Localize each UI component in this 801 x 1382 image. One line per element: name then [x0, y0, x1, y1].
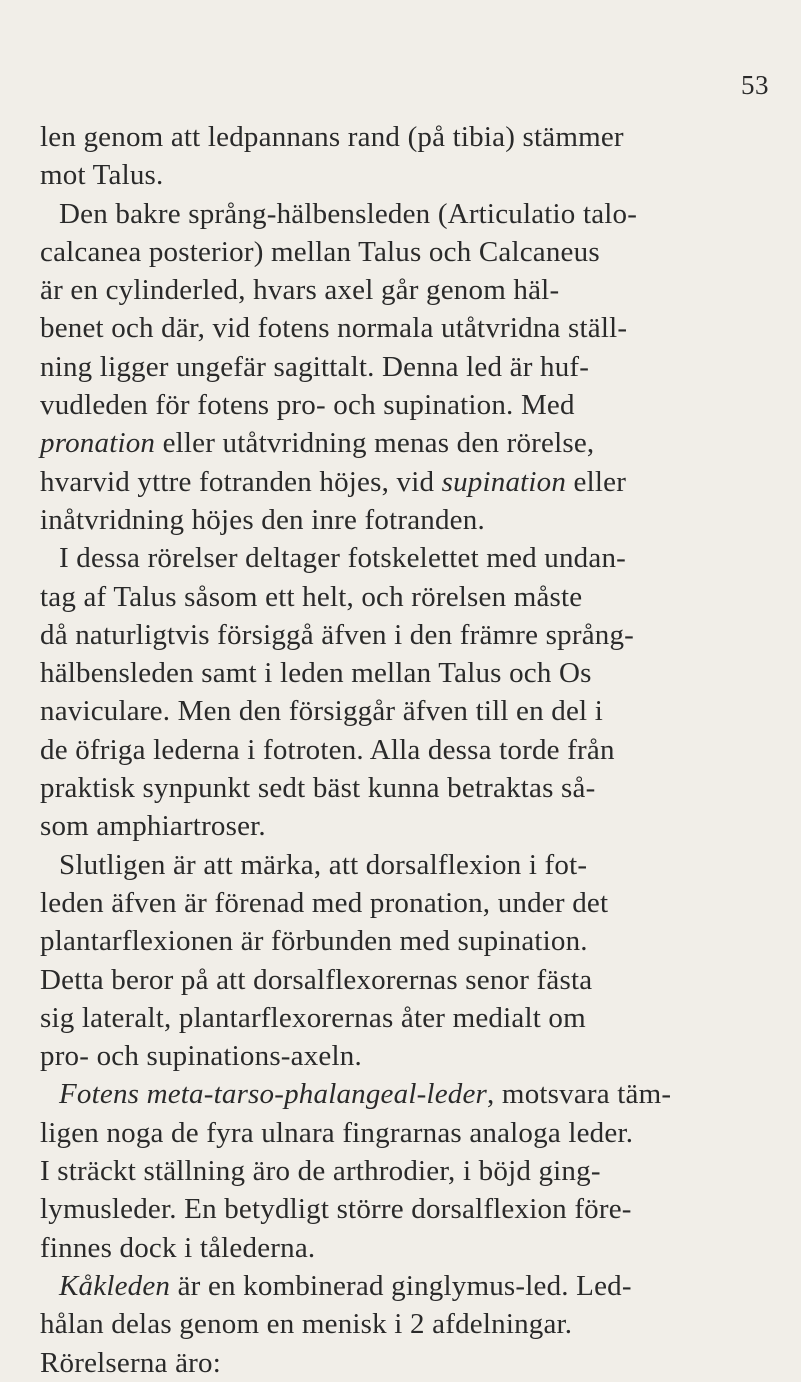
text-line [40, 463, 770, 501]
text-line [40, 1075, 770, 1113]
text-run: calcanea posterior) mellan Talus och Calcaneus [40, 235, 600, 268]
text-run: eller utåtvridning menas den rörelse, [155, 427, 595, 460]
text-run: som amphiartroser. [40, 810, 266, 843]
text-run: Detta beror på att dorsalflexorernas senor fästa [40, 963, 593, 996]
text-line [40, 692, 770, 730]
text-line [40, 654, 770, 692]
text-line [40, 271, 770, 309]
text-line [40, 846, 770, 884]
italic-term: supination [441, 465, 567, 498]
text-line [40, 999, 770, 1037]
text-line [40, 195, 770, 233]
text-run: plantarflexionen är förbunden med supination. [40, 925, 588, 958]
text-line [40, 922, 770, 960]
text-run: pro- och supinations-axeln. [40, 1040, 362, 1073]
text-line [40, 961, 770, 999]
text-run: eller [566, 465, 627, 498]
text-line [40, 1229, 770, 1267]
text-run: Den bakre språng-hälbensleden (Articulatio talo- [59, 197, 638, 230]
text-line [40, 807, 770, 845]
text-run: naviculare. Men den försiggår äfven till en del i [40, 695, 604, 728]
text-run: hvarvid yttre fotranden höjes, vid [40, 465, 442, 498]
text-line [40, 1267, 770, 1305]
body-text [40, 118, 770, 1382]
text-line [40, 309, 770, 347]
text-line [40, 1037, 770, 1075]
text-run: I sträckt ställning äro de arthrodier, i böjd ging- [40, 1155, 601, 1188]
text-line [40, 1152, 770, 1190]
text-run: finnes dock i tålederna. [40, 1231, 316, 1264]
text-run: ligen noga de fyra ulnara fingrarnas analoga leder. [40, 1116, 634, 1149]
text-run: praktisk synpunkt sedt bäst kunna betraktas så- [40, 772, 596, 805]
text-line [40, 884, 770, 922]
text-line [40, 1305, 770, 1343]
text-run: mot Talus. [40, 159, 164, 192]
text-line [40, 156, 770, 194]
text-line [40, 539, 770, 577]
text-run: sig lateralt, plantarflexorernas åter medialt om [40, 1001, 586, 1034]
text-line [40, 578, 770, 616]
text-line [40, 348, 770, 386]
text-run: inåtvridning höjes den inre fotranden. [40, 503, 485, 536]
text-run: är en cylinderled, hvars axel går genom häl- [40, 274, 560, 307]
text-run: , motsvara täm- [487, 1078, 672, 1111]
text-run: är en kombinerad ginglymus-led. Led- [170, 1269, 632, 1302]
text-line [40, 501, 770, 539]
text-line [40, 1190, 770, 1228]
text-line [40, 1114, 770, 1152]
text-run: len genom att ledpannans rand (på tibia) stämmer [40, 121, 624, 153]
text-run: hålan delas genom en menisk i 2 afdelningar. [40, 1308, 573, 1341]
text-run: de öfriga lederna i fotroten. Alla dessa torde från [40, 733, 615, 766]
italic-term: Fotens meta-tarso-phalangeal-leder [59, 1078, 488, 1111]
text-line [40, 616, 770, 654]
text-run: ning ligger ungefär sagittalt. Denna led är huf- [40, 350, 590, 383]
page-number: 53 [741, 70, 769, 100]
text-run: vudleden för fotens pro- och supination. Med [40, 389, 575, 422]
text-run: I dessa rörelser deltager fotskelettet med undan- [59, 542, 627, 575]
text-run: hälbensleden samt i leden mellan Talus och Os [40, 657, 592, 690]
text-line [40, 1344, 770, 1382]
text-run: leden äfven är förenad med pronation, under det [40, 886, 609, 919]
text-line [40, 769, 770, 807]
italic-term: Kåkleden [59, 1269, 171, 1302]
text-run: då naturligtvis försiggå äfven i den främre språng- [40, 618, 635, 651]
text-run: lymusleder. En betydligt större dorsalflexion före- [40, 1193, 632, 1226]
italic-term: pronation [40, 427, 156, 460]
text-run: Rörelserna äro: [40, 1346, 221, 1379]
text-run: Slutligen är att märka, att dorsalflexion i fot- [59, 848, 588, 881]
text-line [40, 386, 770, 424]
text-run: tag af Talus såsom ett helt, och rörelsen måste [40, 580, 583, 613]
text-line [40, 233, 770, 271]
text-line [40, 731, 770, 769]
text-run: benet och där, vid fotens normala utåtvridna ställ- [40, 312, 628, 345]
text-line [40, 424, 770, 462]
text-line [40, 118, 770, 156]
